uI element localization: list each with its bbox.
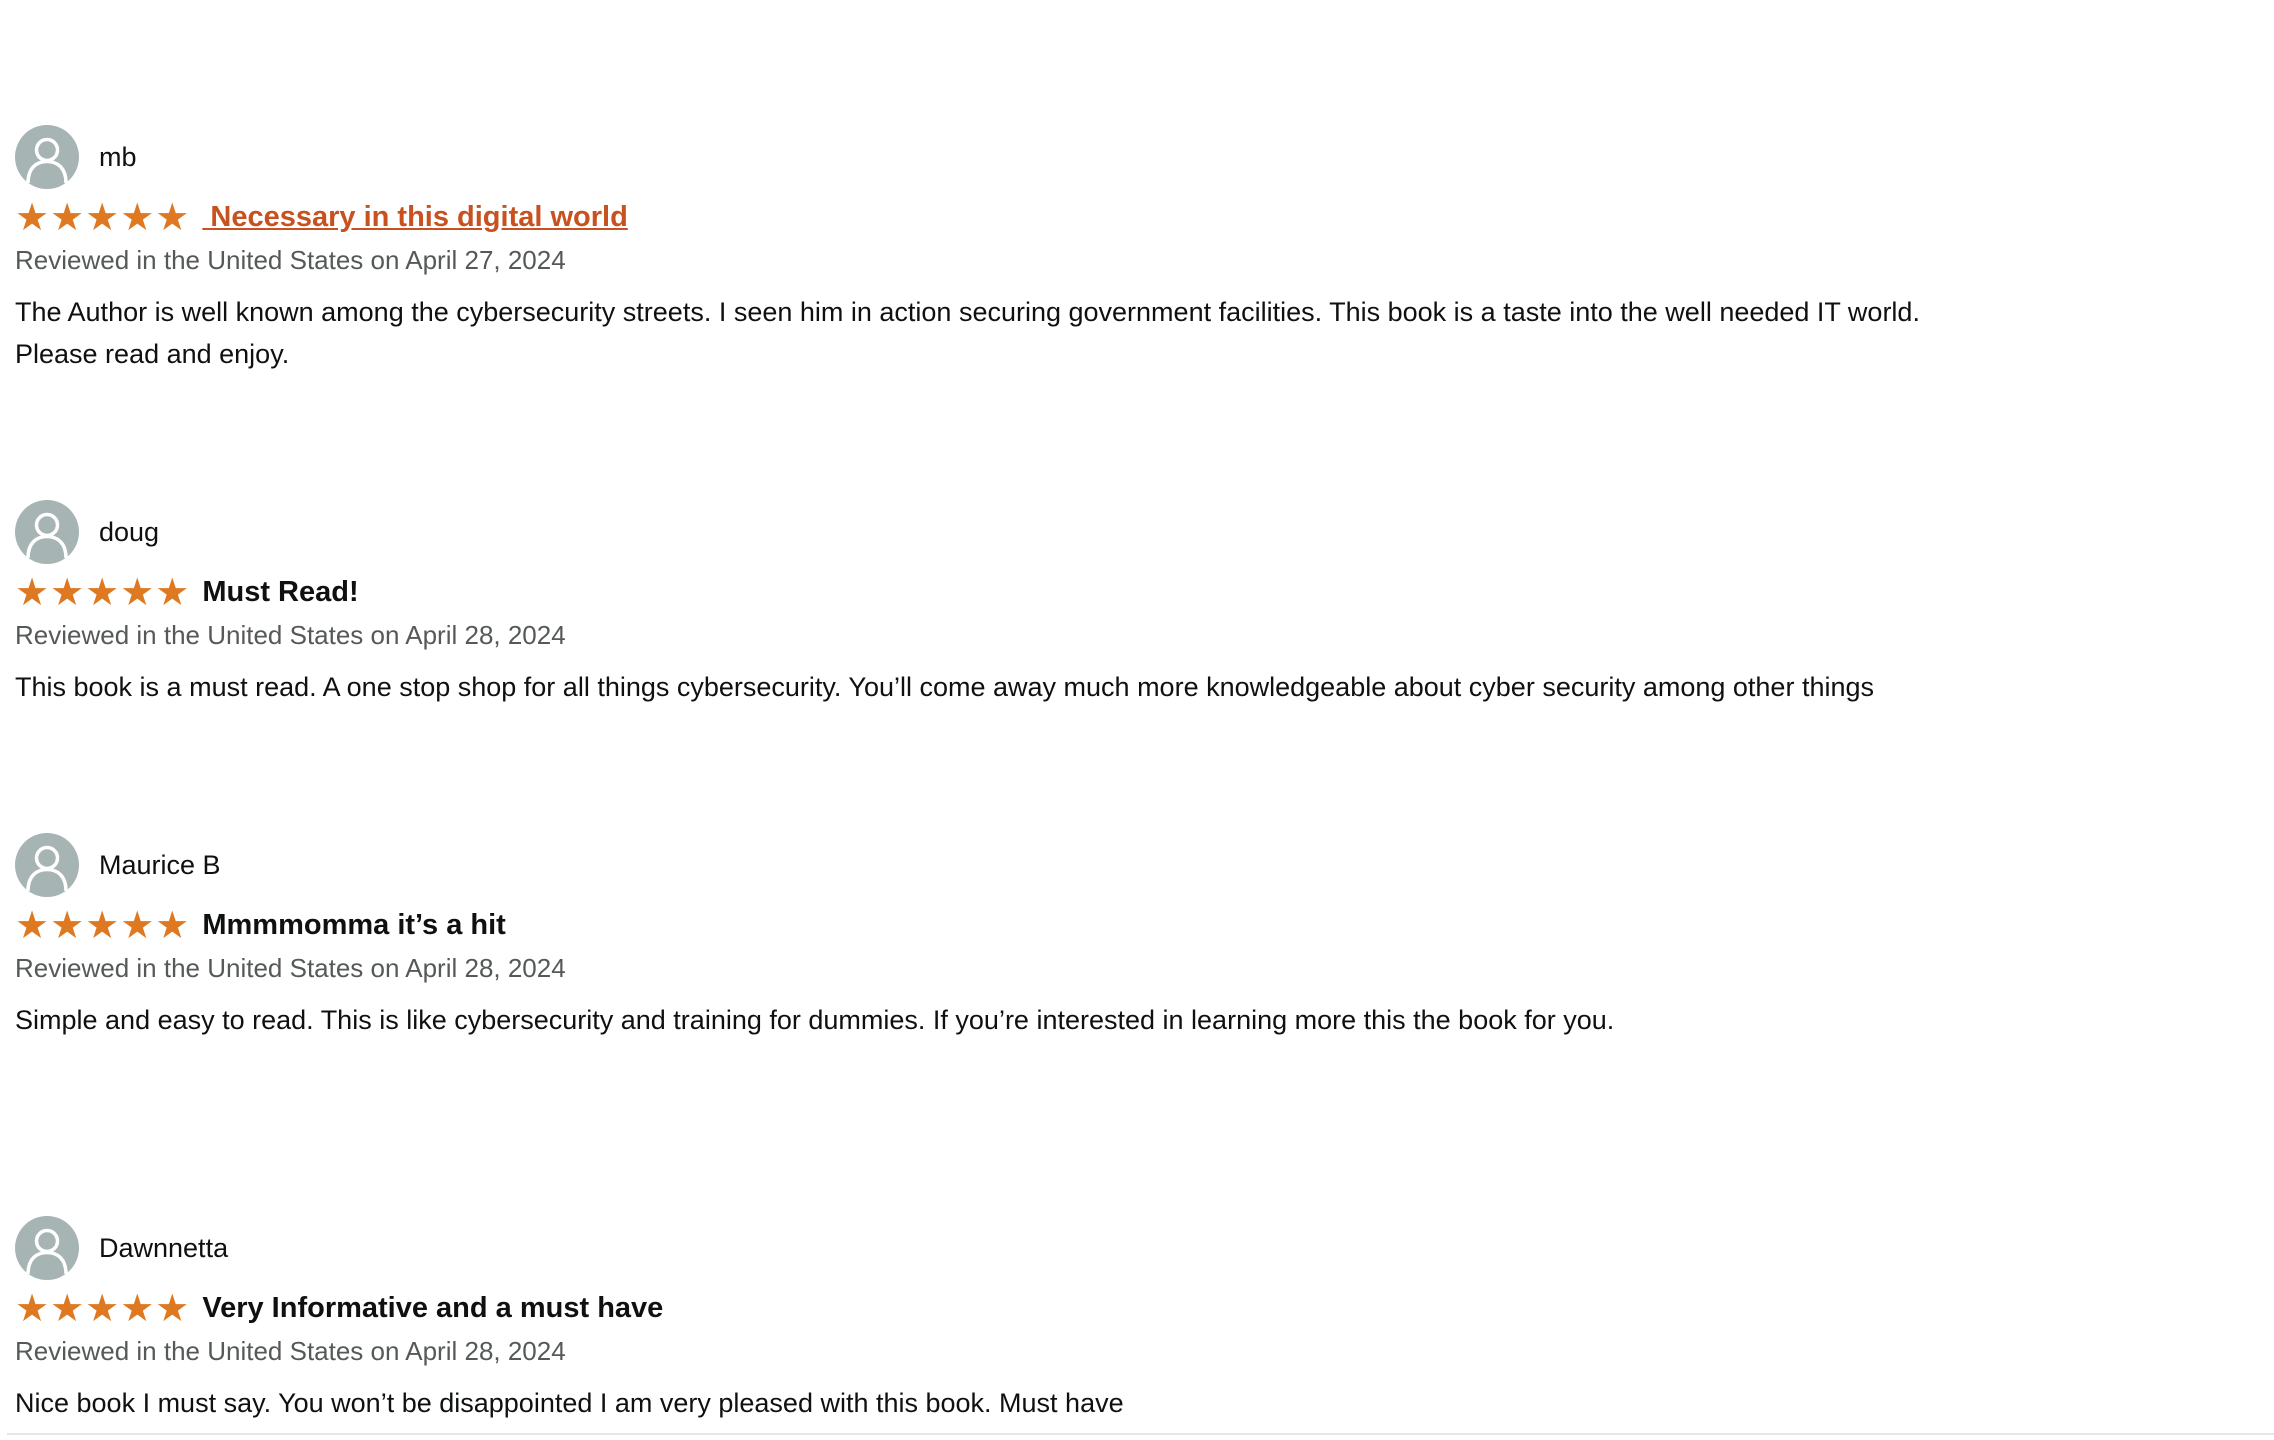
- review-body: Simple and easy to read. This is like cybersecurity and training for dummies. If you’re interested in learning more this the book for you.: [15, 1005, 1615, 1035]
- person-icon: [15, 125, 79, 189]
- review-body: The Author is well known among the cybersecurity streets. I seen him in action securing government facilities. This book is a taste into the well needed IT world. Please read and enjoy.: [15, 297, 1920, 369]
- reviewer-profile-link[interactable]: [15, 125, 2259, 189]
- reviewer-name: mb: [99, 141, 137, 172]
- review-item: [15, 1216, 2259, 1424]
- person-icon: [15, 500, 79, 564]
- reviewer-profile-link[interactable]: [15, 833, 2259, 897]
- reviewer-profile-link[interactable]: [15, 1216, 2259, 1280]
- review-date: Reviewed in the United States on April 27, 2024: [15, 245, 566, 275]
- review-item: [15, 833, 2259, 1041]
- review-date: Reviewed in the United States on April 28, 2024: [15, 1336, 566, 1366]
- star-rating-icon: ★★★★★: [15, 570, 191, 614]
- avatar: [15, 1216, 79, 1280]
- review-item: [15, 500, 2259, 708]
- star-rating-icon: ★★★★★: [15, 1286, 191, 1330]
- review-title-link[interactable]: [15, 905, 2259, 945]
- review-title-link[interactable]: [15, 1288, 2259, 1328]
- review-date: Reviewed in the United States on April 28, 2024: [15, 620, 566, 650]
- review-body: Nice book I must say. You won’t be disappointed I am very pleased with this book. Must have: [15, 1388, 1124, 1418]
- reviewer-name: doug: [99, 516, 160, 547]
- review-title: Mmmmomma it’s a hit: [202, 909, 506, 941]
- review-title-link[interactable]: [15, 197, 2259, 237]
- star-rating-icon: ★★★★★: [15, 903, 191, 947]
- avatar: [15, 500, 79, 564]
- reviews-list: [15, 125, 2259, 1424]
- person-icon: [15, 833, 79, 897]
- reviewer-profile-link[interactable]: [15, 500, 2259, 564]
- avatar: [15, 125, 79, 189]
- review-date: Reviewed in the United States on April 28, 2024: [15, 953, 566, 983]
- review-title: Necessary in this digital world: [210, 201, 628, 233]
- review-item: [15, 125, 2259, 375]
- avatar: [15, 833, 79, 897]
- review-title: Very Informative and a must have: [202, 1292, 664, 1324]
- review-body: This book is a must read. A one stop shop for all things cybersecurity. You’ll come away much more knowledgeable about cyber security among other things: [15, 672, 1874, 702]
- star-rating-icon: ★★★★★: [15, 195, 191, 239]
- reviewer-name: Dawnnetta: [99, 1232, 229, 1263]
- person-icon: [15, 1216, 79, 1280]
- review-title: Must Read!: [202, 576, 359, 608]
- section-divider: [7, 1433, 2274, 1435]
- reviewer-name: Maurice B: [99, 849, 221, 880]
- review-title-link[interactable]: [15, 572, 2259, 612]
